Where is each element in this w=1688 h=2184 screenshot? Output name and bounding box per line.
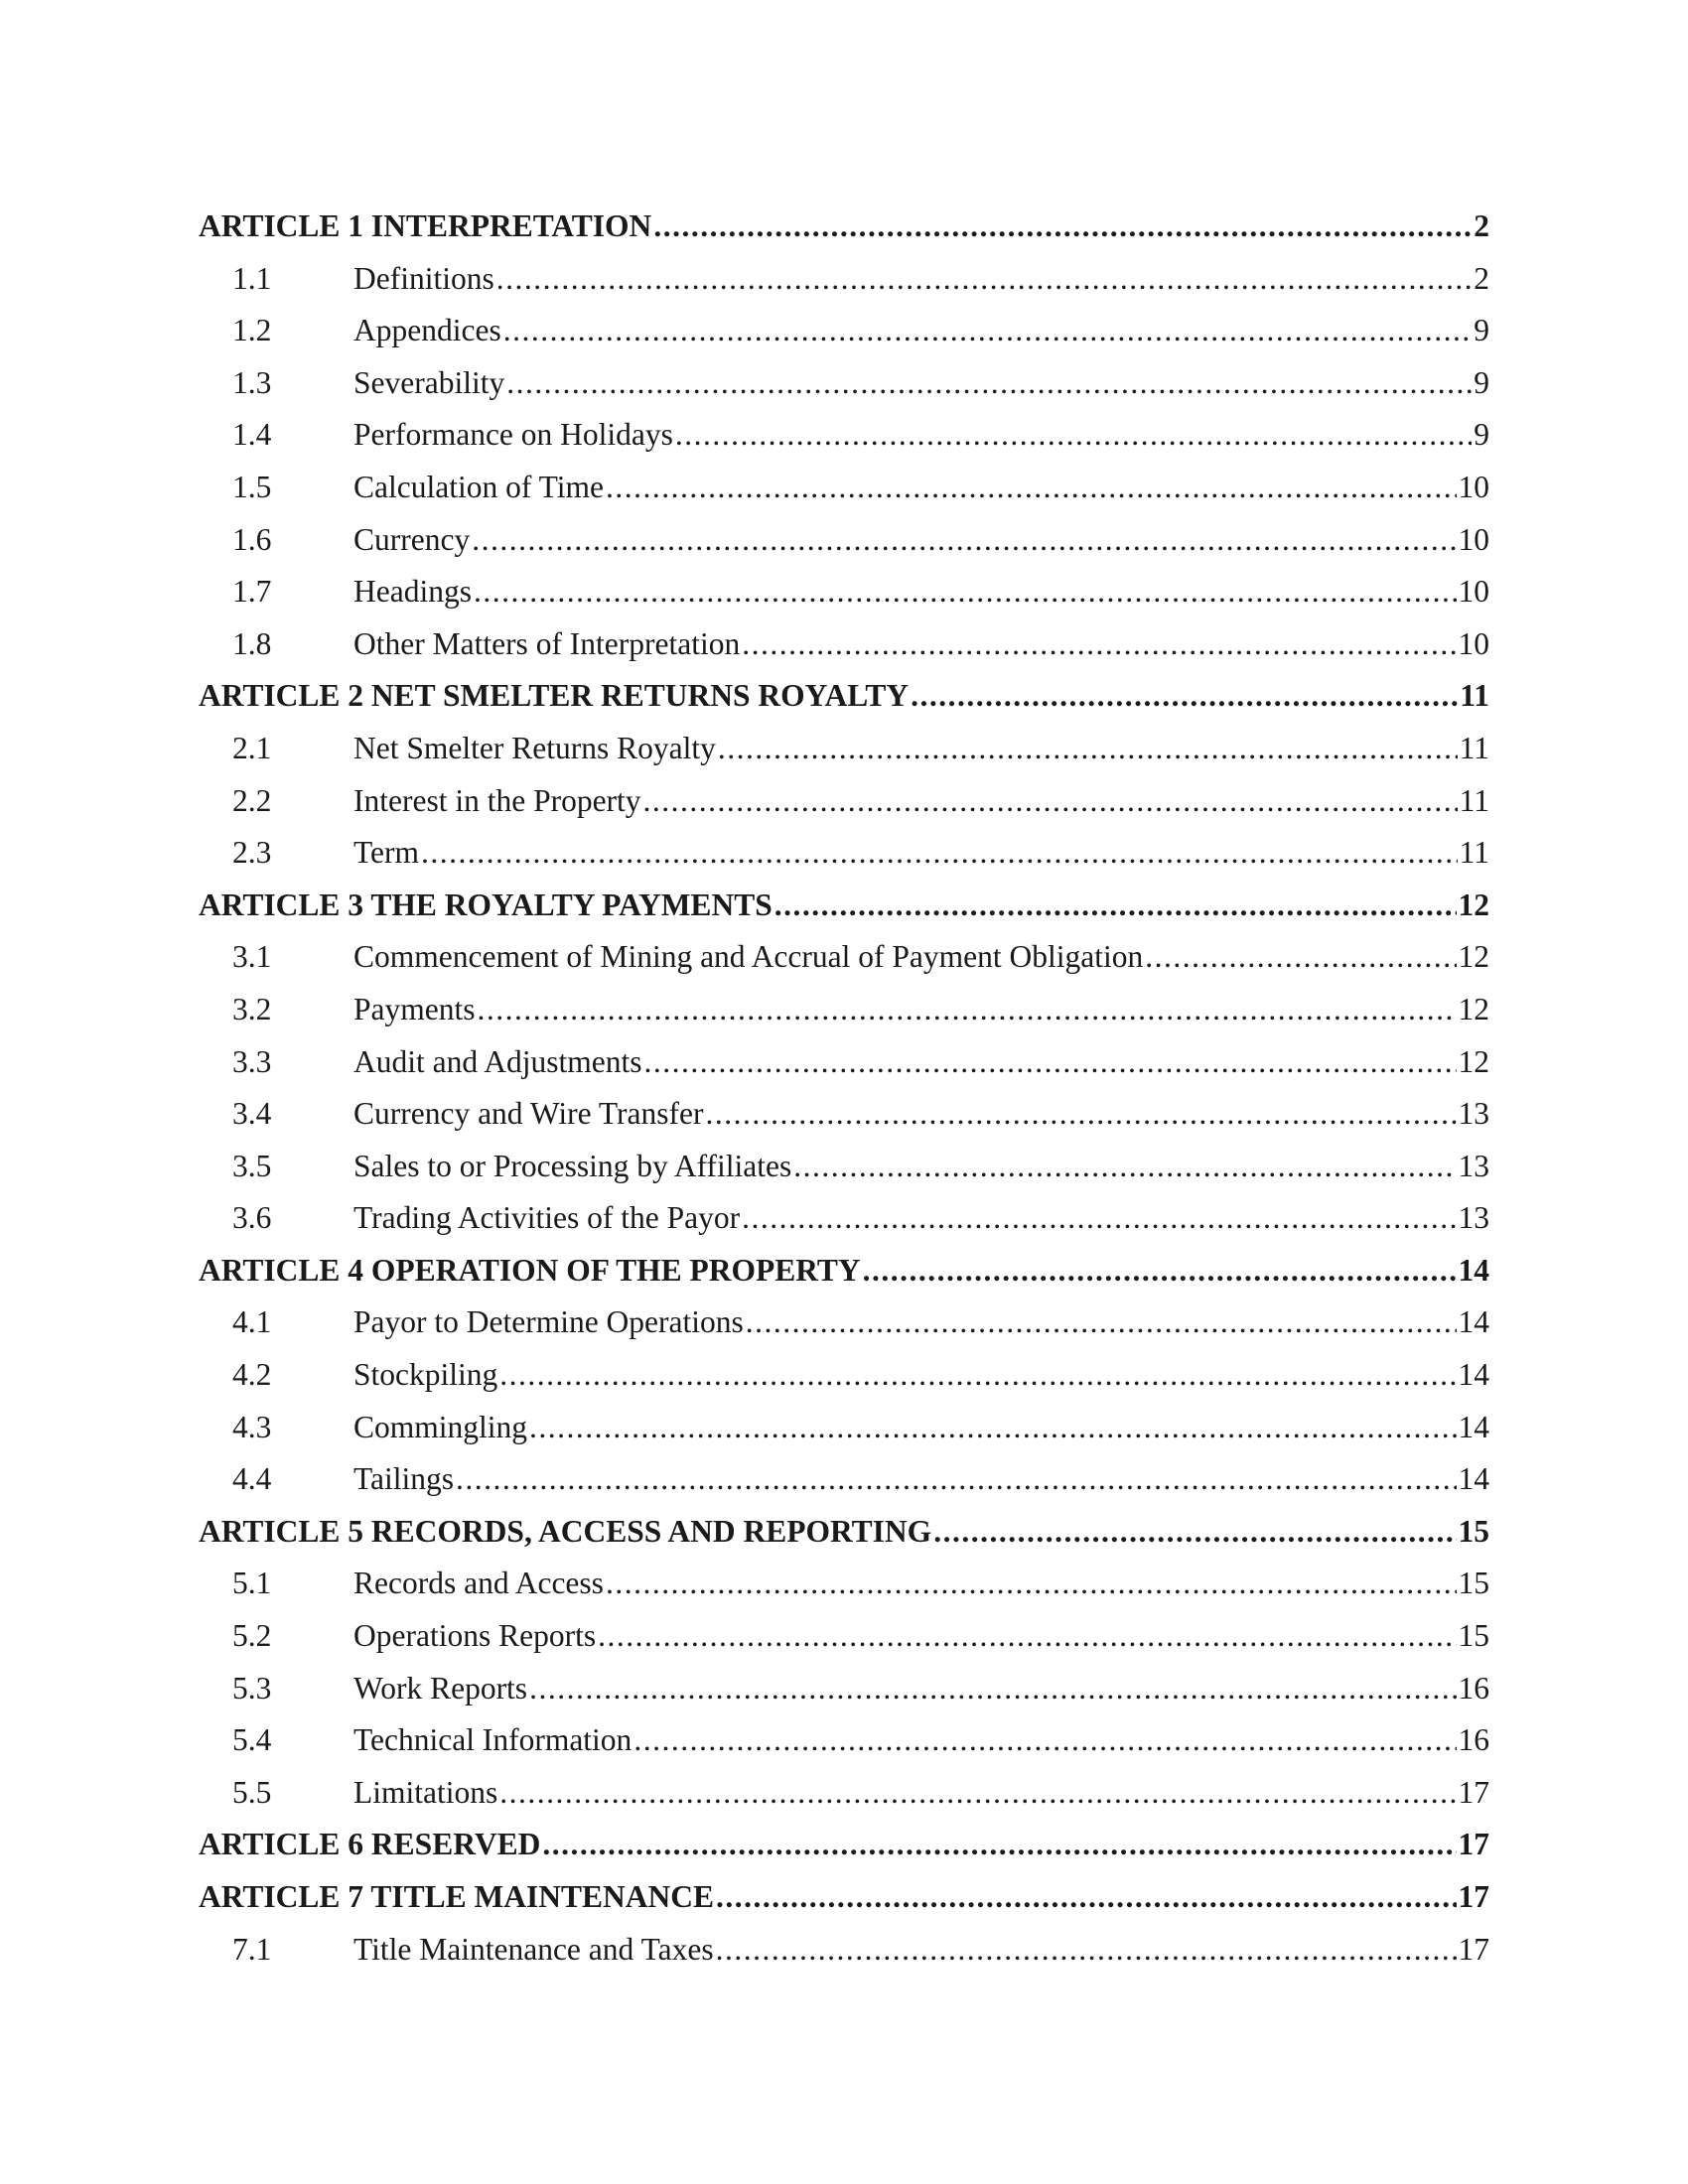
toc-page-number: 12 (1458, 1043, 1489, 1079)
toc-section-number: 3.1 (232, 939, 272, 975)
toc-entry-title: Commencement of Mining and Accrual of Payment Obligation (353, 939, 1144, 975)
toc-section-entry[interactable] (199, 731, 1489, 783)
table-of-contents (199, 208, 1489, 1983)
toc-section-entry[interactable] (199, 261, 1489, 314)
toc-page-number: 10 (1458, 625, 1489, 661)
toc-dot-leader (499, 1357, 1456, 1393)
toc-dot-leader (718, 731, 1458, 766)
toc-dot-leader (529, 1410, 1456, 1445)
toc-entry-title: Net Smelter Returns Royalty (353, 730, 716, 765)
toc-section-number: 3.3 (232, 1043, 272, 1079)
toc-section-entry[interactable] (199, 1932, 1489, 1984)
toc-entry-title: Trading Activities of the Payor (353, 1200, 741, 1236)
toc-entry-title: ARTICLE 6 RESERVED (199, 1827, 541, 1862)
toc-page-number: 13 (1458, 1200, 1489, 1236)
toc-page-number: 10 (1458, 469, 1489, 504)
toc-section-entry[interactable] (199, 939, 1489, 992)
toc-page-number: 17 (1458, 1774, 1489, 1810)
toc-page-number: 9 (1474, 313, 1489, 348)
toc-section-number: 1.6 (232, 521, 272, 557)
toc-section-entry[interactable] (199, 1410, 1489, 1462)
toc-section-number: 1.3 (232, 364, 272, 400)
toc-section-number: 1.5 (232, 469, 272, 504)
toc-page-number: 11 (1460, 678, 1489, 714)
toc-section-entry[interactable] (199, 470, 1489, 522)
toc-section-entry[interactable] (199, 626, 1489, 679)
toc-entry-title: ARTICLE 1 INTERPRETATION (199, 208, 652, 243)
toc-entry-title: ARTICLE 2 NET SMELTER RETURNS ROYALTY (199, 678, 910, 714)
toc-dot-leader (705, 1096, 1456, 1132)
toc-page-number: 11 (1459, 835, 1489, 871)
toc-section-number: 3.4 (232, 1096, 272, 1132)
toc-dot-leader (644, 1044, 1457, 1080)
toc-dot-leader (598, 1618, 1456, 1654)
toc-section-entry[interactable] (199, 417, 1489, 470)
toc-page-number: 9 (1474, 417, 1489, 453)
toc-entry-title: Payments (353, 991, 476, 1026)
toc-section-entry[interactable] (199, 313, 1489, 365)
toc-section-number: 2.3 (232, 835, 272, 871)
toc-section-entry[interactable] (199, 522, 1489, 575)
toc-page-number: 9 (1474, 364, 1489, 400)
toc-dot-leader (421, 835, 1458, 871)
toc-dot-leader (606, 470, 1457, 505)
toc-dot-leader (774, 887, 1457, 923)
toc-entry-title: Calculation of Time (353, 469, 604, 504)
toc-page-number: 11 (1459, 730, 1489, 765)
toc-dot-leader (1145, 939, 1456, 975)
toc-entry-title: Title Maintenance and Taxes (353, 1931, 714, 1967)
toc-page-number: 2 (1474, 208, 1489, 243)
toc-entry-title: Other Matters of Interpretation (353, 625, 741, 661)
toc-page-number: 11 (1459, 782, 1489, 818)
toc-article-entry[interactable] (199, 1827, 1489, 1879)
toc-section-number: 4.1 (232, 1304, 272, 1340)
toc-article-entry[interactable] (199, 1514, 1489, 1567)
toc-dot-leader (933, 1514, 1456, 1550)
toc-dot-leader (746, 1304, 1457, 1340)
toc-page-number: 15 (1458, 1618, 1489, 1654)
toc-entry-title: Limitations (353, 1774, 498, 1810)
toc-page-number: 12 (1458, 939, 1489, 975)
toc-page-number: 10 (1458, 521, 1489, 557)
toc-article-entry[interactable] (199, 208, 1489, 261)
toc-section-entry[interactable] (199, 1722, 1489, 1775)
toc-section-entry[interactable] (199, 574, 1489, 626)
toc-article-entry[interactable] (199, 1253, 1489, 1305)
toc-dot-leader (474, 574, 1457, 610)
toc-entry-title: Audit and Adjustments (353, 1043, 642, 1079)
toc-entry-title: ARTICLE 5 RECORDS, ACCESS AND REPORTING (199, 1513, 932, 1549)
toc-entry-title: Work Reports (353, 1670, 528, 1706)
toc-dot-leader (742, 1200, 1456, 1236)
toc-entry-title: Operations Reports (353, 1618, 597, 1654)
toc-section-number: 3.2 (232, 991, 272, 1026)
toc-dot-leader (506, 365, 1472, 401)
toc-section-entry[interactable] (199, 365, 1489, 418)
toc-dot-leader (499, 1775, 1456, 1811)
toc-section-number: 5.1 (232, 1566, 272, 1601)
toc-dot-leader (529, 1671, 1456, 1706)
toc-section-number: 3.6 (232, 1200, 272, 1236)
toc-entry-title: Records and Access (353, 1566, 604, 1601)
toc-section-number: 4.3 (232, 1409, 272, 1444)
toc-entry-title: ARTICLE 3 THE ROYALTY PAYMENTS (199, 887, 773, 922)
toc-section-number: 5.4 (232, 1722, 272, 1758)
toc-section-number: 4.4 (232, 1461, 272, 1497)
toc-dot-leader (496, 261, 1473, 297)
toc-page-number: 17 (1458, 1931, 1489, 1967)
toc-section-number: 3.5 (232, 1148, 272, 1183)
toc-entry-title: Currency (353, 521, 471, 557)
toc-page-number: 10 (1458, 574, 1489, 610)
toc-entry-title: Performance on Holidays (353, 417, 673, 453)
toc-page-number: 16 (1458, 1670, 1489, 1706)
toc-dot-leader (675, 417, 1472, 453)
toc-dot-leader (911, 678, 1458, 714)
toc-entry-title: ARTICLE 4 OPERATION OF THE PROPERTY (199, 1252, 861, 1288)
toc-article-entry[interactable] (199, 678, 1489, 731)
toc-section-number: 1.1 (232, 260, 272, 296)
toc-entry-title: Term (353, 835, 420, 871)
toc-dot-leader (716, 1879, 1456, 1915)
toc-page-number: 15 (1458, 1566, 1489, 1601)
toc-entry-title: Interest in the Property (353, 782, 641, 818)
toc-section-entry[interactable] (199, 1461, 1489, 1514)
toc-article-entry[interactable] (199, 1879, 1489, 1932)
toc-page-number: 12 (1458, 991, 1489, 1026)
toc-section-entry[interactable] (199, 992, 1489, 1044)
toc-dot-leader (742, 626, 1456, 662)
toc-page-number: 13 (1458, 1096, 1489, 1132)
toc-section-entry[interactable] (199, 1671, 1489, 1723)
toc-entry-title: ARTICLE 7 TITLE MAINTENANCE (199, 1879, 715, 1914)
toc-entry-title: Severability (353, 364, 505, 400)
toc-section-number: 5.2 (232, 1618, 272, 1654)
toc-entry-title: Commingling (353, 1409, 528, 1444)
toc-page-number: 2 (1474, 260, 1489, 296)
toc-section-entry[interactable] (199, 1566, 1489, 1618)
toc-article-entry[interactable] (199, 887, 1489, 940)
toc-page-number: 15 (1458, 1513, 1489, 1549)
toc-dot-leader (456, 1461, 1456, 1497)
toc-section-entry[interactable] (199, 1618, 1489, 1671)
toc-entry-title: Currency and Wire Transfer (353, 1096, 704, 1132)
toc-entry-title: Stockpiling (353, 1357, 498, 1393)
toc-section-number: 1.8 (232, 625, 272, 661)
toc-dot-leader (542, 1827, 1456, 1862)
toc-section-entry[interactable] (199, 1775, 1489, 1828)
toc-section-number: 1.7 (232, 574, 272, 610)
toc-entry-title: Headings (353, 574, 472, 610)
toc-page-number: 17 (1458, 1827, 1489, 1862)
toc-page-number: 17 (1458, 1879, 1489, 1914)
toc-entry-title: Appendices (353, 313, 501, 348)
toc-section-number: 2.2 (232, 782, 272, 818)
toc-section-entry[interactable] (199, 1044, 1489, 1097)
toc-section-entry[interactable] (199, 1096, 1489, 1149)
toc-section-entry[interactable] (199, 835, 1489, 887)
toc-section-number: 1.2 (232, 313, 272, 348)
toc-section-entry[interactable] (199, 1200, 1489, 1253)
toc-dot-leader (863, 1253, 1457, 1289)
toc-dot-leader (716, 1932, 1457, 1968)
toc-page-number: 14 (1458, 1304, 1489, 1340)
toc-dot-leader (478, 992, 1457, 1027)
toc-section-number: 2.1 (232, 730, 272, 765)
toc-entry-title: Tailings (353, 1461, 455, 1497)
toc-section-number: 1.4 (232, 417, 272, 453)
toc-entry-title: Payor to Determine Operations (353, 1304, 744, 1340)
toc-page-number: 14 (1458, 1252, 1489, 1288)
toc-page-number: 14 (1458, 1357, 1489, 1393)
toc-section-entry[interactable] (199, 1357, 1489, 1410)
toc-page-number: 14 (1458, 1409, 1489, 1444)
toc-dot-leader (793, 1149, 1456, 1184)
toc-dot-leader (633, 1722, 1456, 1758)
toc-section-number: 7.1 (232, 1931, 272, 1967)
toc-page-number: 14 (1458, 1461, 1489, 1497)
toc-entry-title: Definitions (353, 260, 494, 296)
toc-dot-leader (503, 313, 1473, 348)
toc-section-number: 4.2 (232, 1357, 272, 1393)
toc-entry-title: Technical Information (353, 1722, 633, 1758)
toc-dot-leader (472, 522, 1456, 558)
toc-section-number: 5.3 (232, 1670, 272, 1706)
toc-section-entry[interactable] (199, 783, 1489, 836)
toc-page-number: 16 (1458, 1722, 1489, 1758)
toc-section-number: 5.5 (232, 1774, 272, 1810)
toc-section-entry[interactable] (199, 1149, 1489, 1201)
toc-dot-leader (653, 208, 1472, 244)
toc-dot-leader (606, 1566, 1457, 1601)
toc-dot-leader (643, 783, 1458, 819)
toc-page-number: 13 (1458, 1148, 1489, 1183)
toc-section-entry[interactable] (199, 1304, 1489, 1357)
toc-entry-title: Sales to or Processing by Affiliates (353, 1148, 792, 1183)
toc-page-number: 12 (1458, 887, 1489, 922)
